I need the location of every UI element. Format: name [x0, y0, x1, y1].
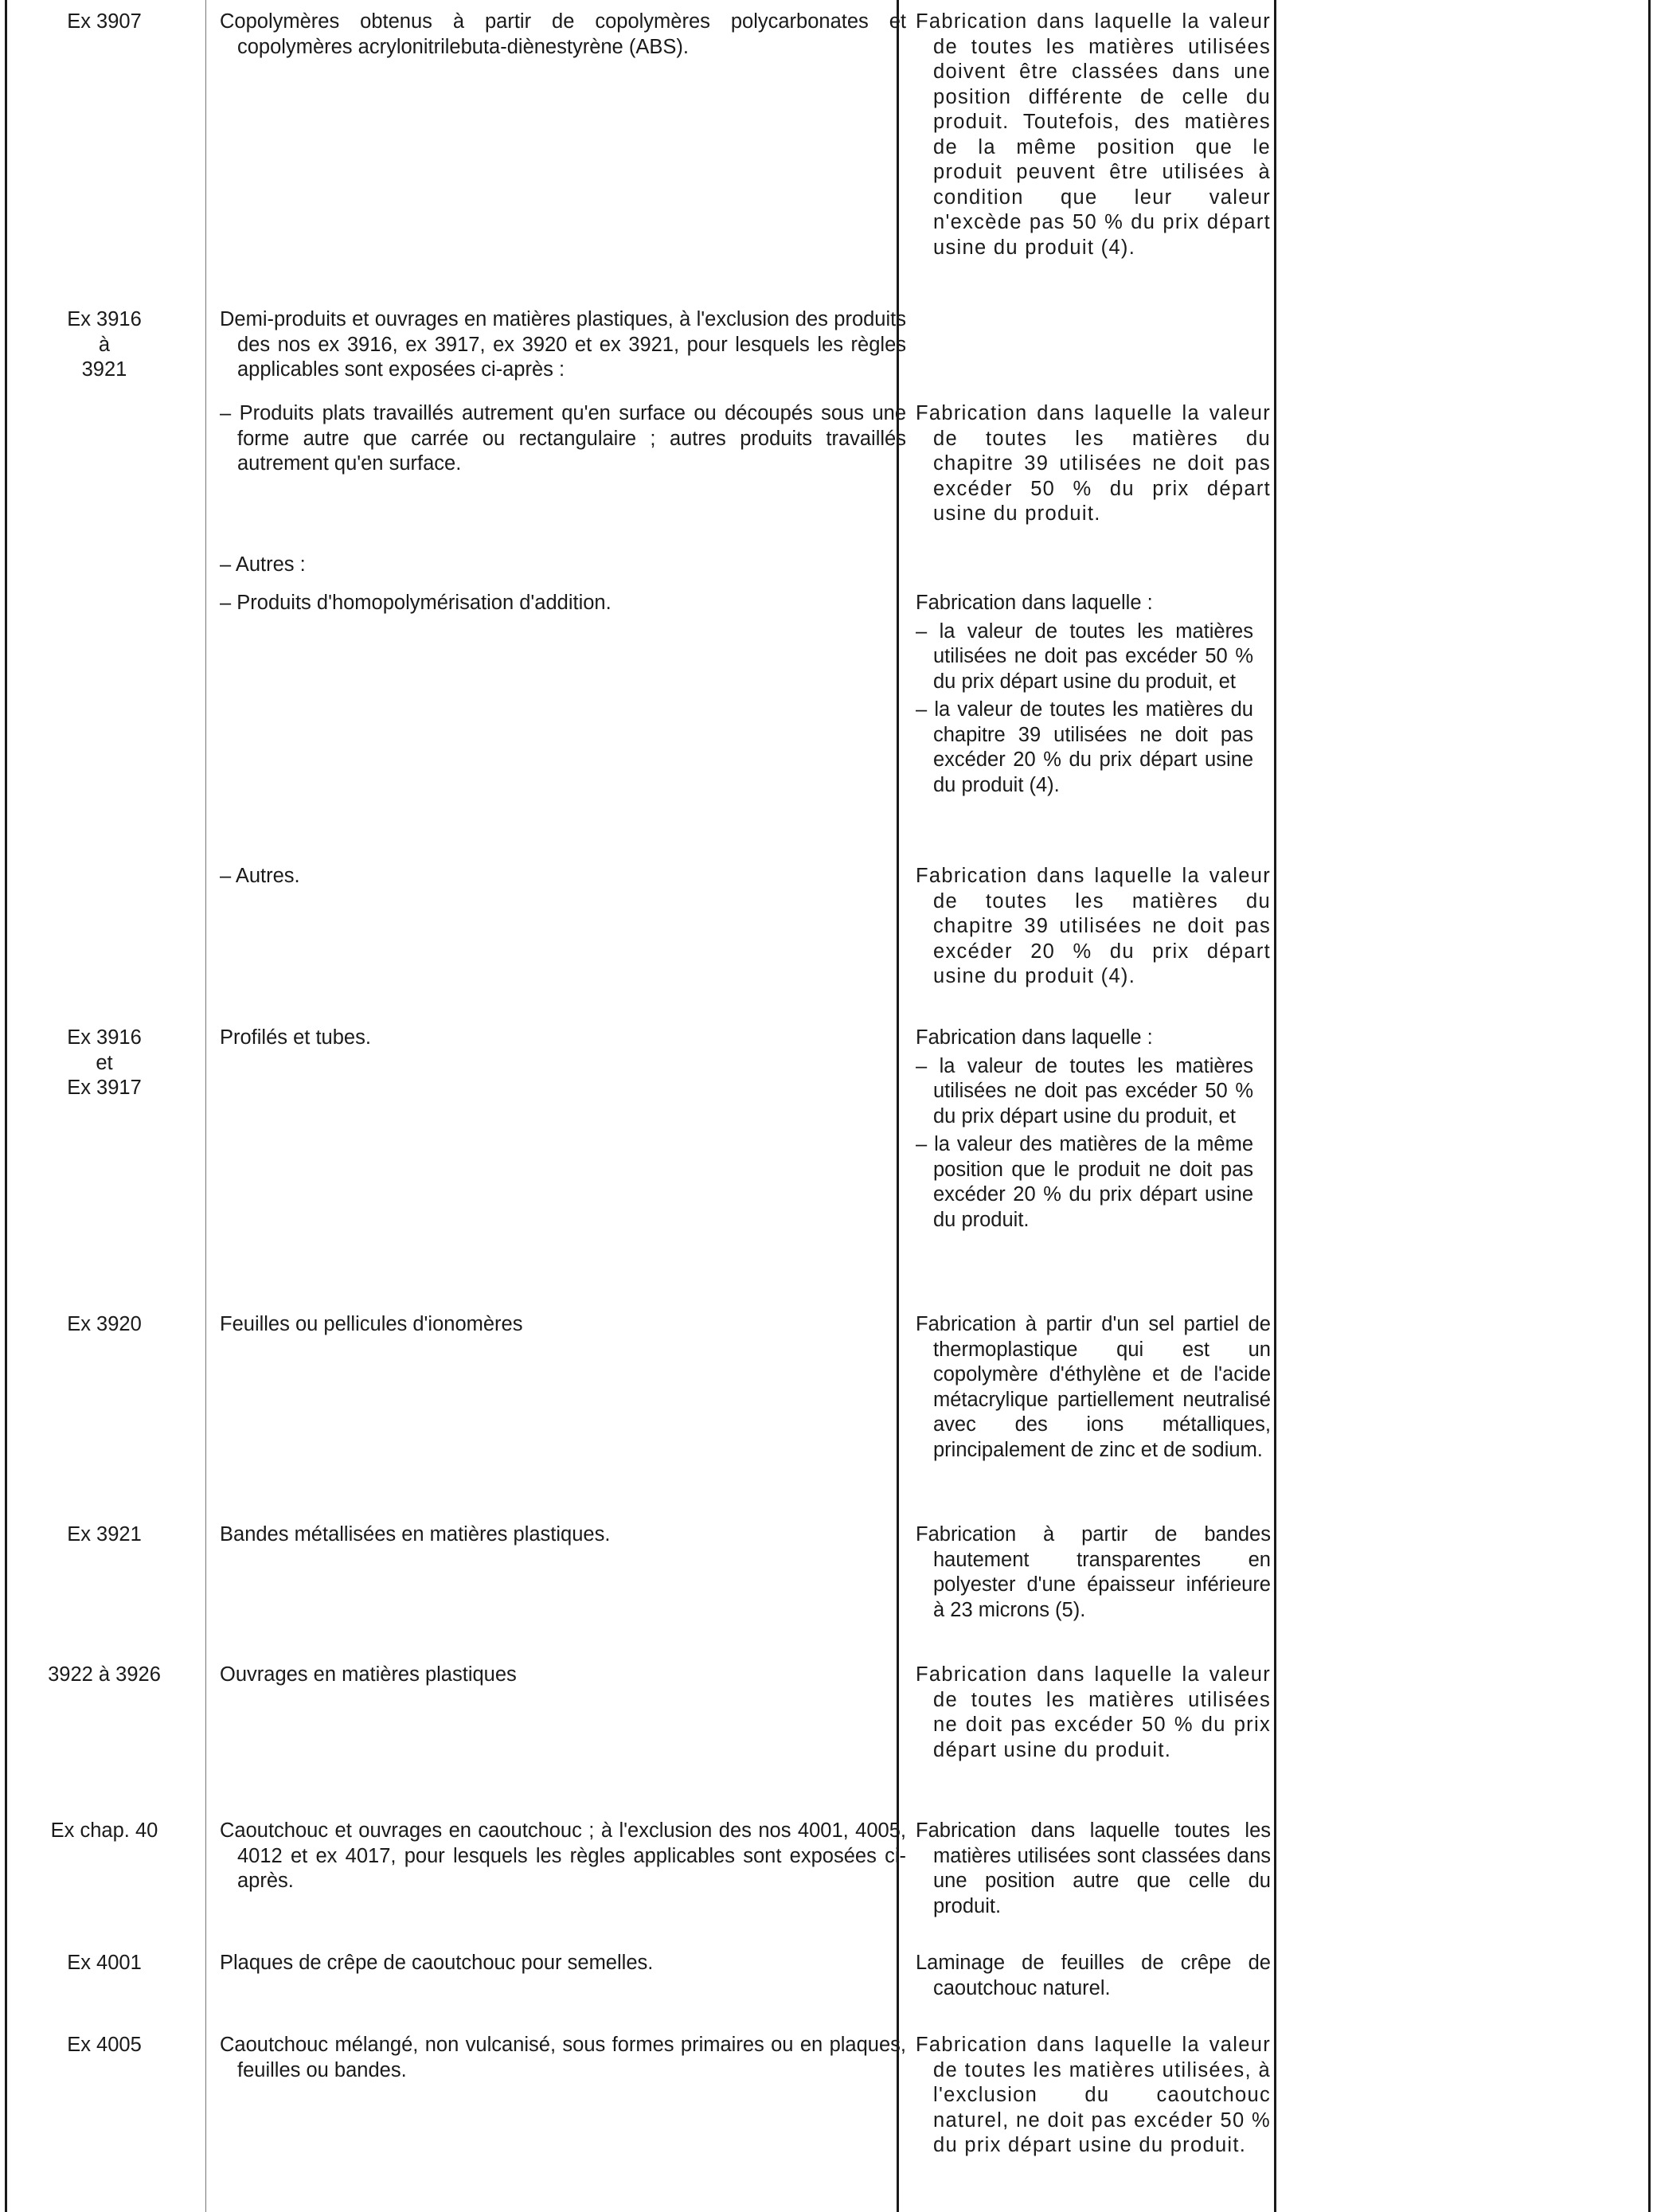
product-description: Caoutchouc mélangé, non vulcanisé, sous formes primaires ou en plaques, feuilles ou bandes. — [220, 2034, 906, 2081]
origin-rule: Fabrication à partir de bandes hautement transparentes en polyester d'une épaisseur inférieure à 23 microns (5). — [916, 1523, 1271, 1621]
product-description: – Produits plats travaillés autrement qu'en surface ou découpés sous une forme autre que carrée ou rectangulaire ; autres produits travaillés autrement qu'en surface. — [220, 402, 906, 475]
product-description: Caoutchouc et ouvrages en caoutchouc ; à l'exclusion des nos 4001, 4005, 4012 et ex 4017, pour lesquels les règles applicables sont exposées ci-après. — [220, 1819, 906, 1892]
origin-rule: Fabrication dans laquelle la valeur de toutes les matières du chapitre 39 utilisées ne doit pas excéder 20 % du prix départ usine du produit (4). — [916, 865, 1271, 987]
heading-code: Ex 3921 — [67, 1523, 142, 1546]
product-description: Feuilles ou pellicules d'ionomères — [220, 1313, 523, 1335]
rule-intro: Fabrication dans laquelle : — [916, 1026, 1153, 1049]
origin-rule — [916, 591, 1253, 798]
rule-intro: Fabrication dans laquelle : — [916, 592, 1153, 614]
rule-condition: – la valeur de toutes les matières utilisées ne doit pas excéder 50 % du prix départ usine du produit, et — [916, 619, 1253, 693]
origin-rule: Fabrication dans laquelle la valeur de toutes les matières utilisées ne doit pas excéder 50 % du prix départ usine du produit. — [916, 1663, 1271, 1761]
column-divider-right — [1274, 0, 1276, 2212]
product-description: Copolymères obtenus à partir de copolymères polycarbonates et copolymères acrylonitrilebuta-diènestyrène (ABS). — [220, 10, 906, 58]
heading-code: Ex 3920 — [67, 1313, 142, 1335]
heading-code: Ex 3907 — [67, 10, 142, 33]
product-description: Ouvrages en matières plastiques — [220, 1663, 517, 1686]
product-description: – Autres : — [220, 553, 306, 576]
rule-condition: – la valeur de toutes les matières utilisées ne doit pas excéder 50 % du prix départ usine du produit, et — [916, 1054, 1253, 1127]
origin-rule: Fabrication dans laquelle la valeur de toutes les matières du chapitre 39 utilisées ne doit pas excéder 50 % du prix départ usine du produit. — [916, 402, 1271, 525]
left-border — [5, 0, 7, 2212]
origin-rule: Fabrication dans laquelle la valeur de toutes les matières utilisées doivent être classées dans une position différente de celle du produit. Toutefois, des matières de la même position que le produit peuvent être utilisées à condition que leur valeur n'excède pas 50 % du prix départ usine du produit (4). — [916, 10, 1271, 259]
origin-rule — [916, 1026, 1253, 1233]
product-description: Bandes métallisées en matières plastiques. — [220, 1523, 611, 1546]
heading-code: Ex 3916 à 3921 — [67, 308, 142, 381]
product-description: Demi-produits et ouvrages en matières plastiques, à l'exclusion des produits des nos ex 3916, ex 3917, ex 3920 et ex 3921, pour lesquels les règles applicables sont exposées ci-après : — [220, 308, 906, 381]
origin-rule: Laminage de feuilles de crêpe de caoutchouc naturel. — [916, 1952, 1271, 1999]
heading-code: 3922 à 3926 — [48, 1663, 161, 1686]
right-border — [1648, 0, 1651, 2212]
column-divider-code — [205, 0, 206, 2212]
origin-rule: Fabrication dans laquelle toutes les matières utilisées sont classées dans une position autre que celle du produit. — [916, 1819, 1271, 1917]
product-description: – Produits d'homopolymérisation d'addition. — [220, 592, 612, 614]
heading-code: Ex chap. 40 — [50, 1819, 158, 1842]
heading-code: Ex 3916 et Ex 3917 — [67, 1026, 142, 1099]
rule-condition: – la valeur des matières de la même position que le produit ne doit pas excéder 20 % du prix départ usine du produit. — [916, 1133, 1253, 1231]
origin-rule: Fabrication dans laquelle la valeur de toutes les matières utilisées, à l'exclusion du caoutchouc naturel, ne doit pas excéder 50 % du prix départ usine du produit. — [916, 2034, 1271, 2156]
product-description: – Autres. — [220, 865, 300, 887]
origin-rule: Fabrication à partir d'un sel partiel de thermoplastique qui est un copolymère d'éthylène et de l'acide métacrylique partiellement neutralisé avec des ions métalliques, principalement de zinc et de sodium. — [916, 1313, 1271, 1461]
product-description: Plaques de crêpe de caoutchouc pour semelles. — [220, 1952, 654, 1974]
product-description: Profilés et tubes. — [220, 1026, 371, 1049]
heading-code: Ex 4001 — [67, 1952, 142, 1974]
rule-condition: – la valeur de toutes les matières du chapitre 39 utilisées ne doit pas excéder 20 % du prix départ usine du produit (4). — [916, 698, 1253, 796]
heading-code: Ex 4005 — [67, 2034, 142, 2056]
